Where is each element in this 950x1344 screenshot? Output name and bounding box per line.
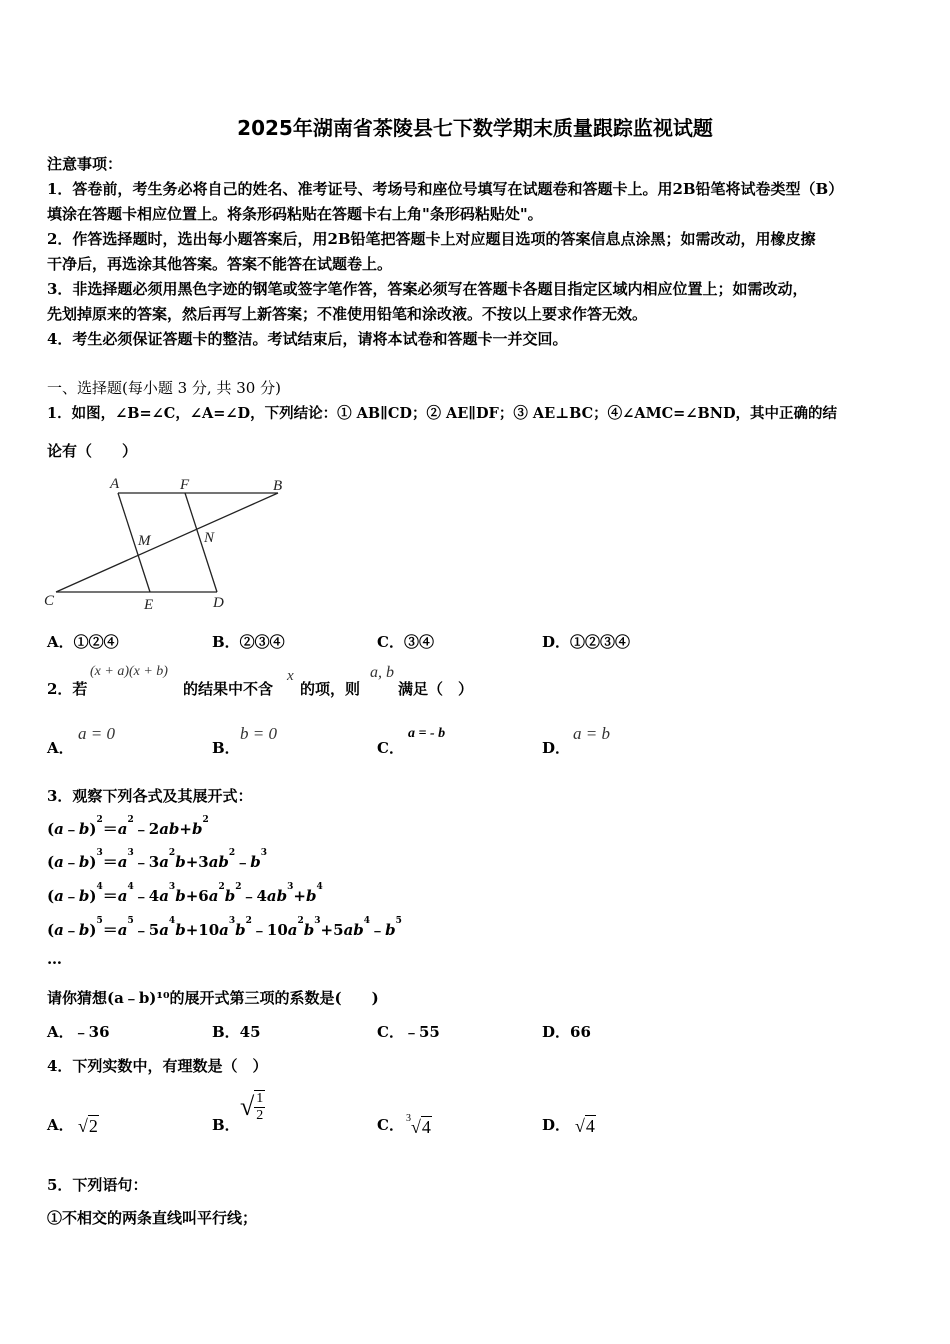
- q3-option-a[interactable]: A．﹣36: [47, 1023, 110, 1041]
- q4-label-b[interactable]: B．: [212, 1116, 240, 1134]
- label-b: B: [273, 478, 283, 494]
- q2-label-d[interactable]: D．: [542, 739, 571, 757]
- q2-variables: a, b: [370, 664, 394, 681]
- q4-stem: 4．下列实数中，有理数是（ ）: [47, 1057, 268, 1075]
- q3-formula-2: $(a﹣b)^3=a^3﹣3a^2b+3ab^2﹣b^3$: [47, 848, 267, 871]
- q3-formula-1: $(a﹣b)^2=a^2﹣2ab+b^2$: [47, 815, 209, 838]
- q2-stem-mid2: 的项，则: [300, 680, 361, 698]
- q1-option-d[interactable]: D．①②③④: [542, 633, 631, 651]
- segment-bc: [56, 493, 278, 592]
- q1-option-c[interactable]: C．③④: [377, 633, 434, 651]
- q1-stem-cont: 论有（ ）: [47, 442, 138, 460]
- q4-option-d[interactable]: √4: [575, 1116, 595, 1136]
- q2-stem-pre: 2．若: [47, 680, 88, 698]
- q2-expression: (x + a)(x + b): [90, 664, 168, 679]
- q2-option-b[interactable]: b = 0: [240, 724, 277, 743]
- q5-stem: 5．下列语句：: [47, 1176, 148, 1194]
- q1-option-b[interactable]: B．②③④: [212, 633, 285, 651]
- q4-label-d[interactable]: D．: [542, 1116, 571, 1134]
- notice-line: 3．非选择题必须用黑色字迹的钢笔或签字笔作答，答案必须写在答题卡各题目指定区域内相应位置上；如需改动，: [47, 280, 808, 298]
- notice-line: 2．作答选择题时，选出每小题答案后，用2B铅笔把答题卡上对应题目选项的答案信息点涂黑；如需改动，用橡皮擦: [47, 230, 816, 248]
- q2-option-d[interactable]: a = b: [573, 724, 610, 743]
- q2-variable: x: [287, 668, 294, 684]
- q3-option-d[interactable]: D．66: [542, 1023, 591, 1041]
- notice-line: 填涂在答题卡相应位置上。将条形码粘贴在答题卡右上角"条形码粘贴处"。: [47, 205, 543, 223]
- q3-stem: 3．观察下列各式及其展开式：: [47, 787, 253, 805]
- q3-option-b[interactable]: B．45: [212, 1023, 261, 1041]
- label-c: C: [44, 593, 55, 609]
- notice-line: 4．考生必须保证答题卡的整洁。考试结束后，请将本试卷和答题卡一并交回。: [47, 330, 568, 348]
- q4-option-b[interactable]: √ $\frac{1}{2}$: [240, 1091, 264, 1123]
- q2-option-a[interactable]: a = 0: [78, 724, 115, 743]
- notice-line: 先划掉原来的答案，然后再写上新答案；不准使用铅笔和涂改液。不按以上要求作答无效。: [47, 305, 648, 323]
- q4-option-a[interactable]: √2: [78, 1116, 98, 1136]
- q5-item-1: ①不相交的两条直线叫平行线；: [47, 1209, 258, 1227]
- q1-option-a[interactable]: A．①②④: [47, 633, 119, 651]
- notice-line: 干净后，再选涂其他答案。答案不能答在试题卷上。: [47, 255, 393, 273]
- q2-option-c[interactable]: a = - b: [408, 726, 446, 741]
- q3-option-c[interactable]: C．﹣55: [377, 1023, 440, 1041]
- q2-label-a[interactable]: A．: [47, 739, 74, 757]
- q3-ellipsis: …: [47, 950, 62, 968]
- label-n: N: [204, 530, 215, 546]
- notice-heading: 注意事项：: [47, 155, 123, 173]
- label-d: D: [213, 595, 224, 611]
- q2-label-b[interactable]: B．: [212, 739, 240, 757]
- page-title: 2025年湖南省茶陵县七下数学期末质量跟踪监视试题: [237, 116, 713, 140]
- label-m: M: [138, 533, 151, 549]
- q2-stem-mid: 的结果中不含: [183, 680, 274, 698]
- label-e: E: [144, 597, 154, 613]
- q4-label-c[interactable]: C．: [377, 1116, 404, 1134]
- q2-stem-post: 满足（ ）: [398, 680, 474, 698]
- q4-label-a[interactable]: A．: [47, 1116, 74, 1134]
- label-a: A: [110, 476, 120, 492]
- label-f: F: [180, 477, 190, 493]
- notice-line: 1．答卷前，考生务必将自己的姓名、准考证号、考场号和座位号填写在试题卷和答题卡上。用2B铅笔将试卷类型（B）: [47, 180, 844, 198]
- q3-question: 请你猜想(a﹣b)¹⁰的展开式第三项的系数是( ): [47, 989, 379, 1007]
- q3-formula-4: $(a﹣b)^5=a^5﹣5a^4b+10a^3b^2﹣10a^2b^3+5ab^4﹣b^5$: [47, 916, 402, 939]
- q2-label-c[interactable]: C．: [377, 739, 404, 757]
- section-heading: 一、选择题(每小题 3 分, 共 30 分): [47, 379, 281, 397]
- q1-stem: 1．如图，∠B=∠C，∠A=∠D，下列结论：① AB∥CD；② AE∥DF；③ AE⊥BC；④∠AMC=∠BND，其中正确的结: [47, 405, 838, 422]
- q4-option-c[interactable]: $^3$√4: [406, 1113, 431, 1137]
- q3-formula-3: $(a﹣b)^4=a^4﹣4a^3b+6a^2b^2﹣4ab^3+b^4$: [47, 882, 323, 905]
- q1-figure: [40, 474, 300, 614]
